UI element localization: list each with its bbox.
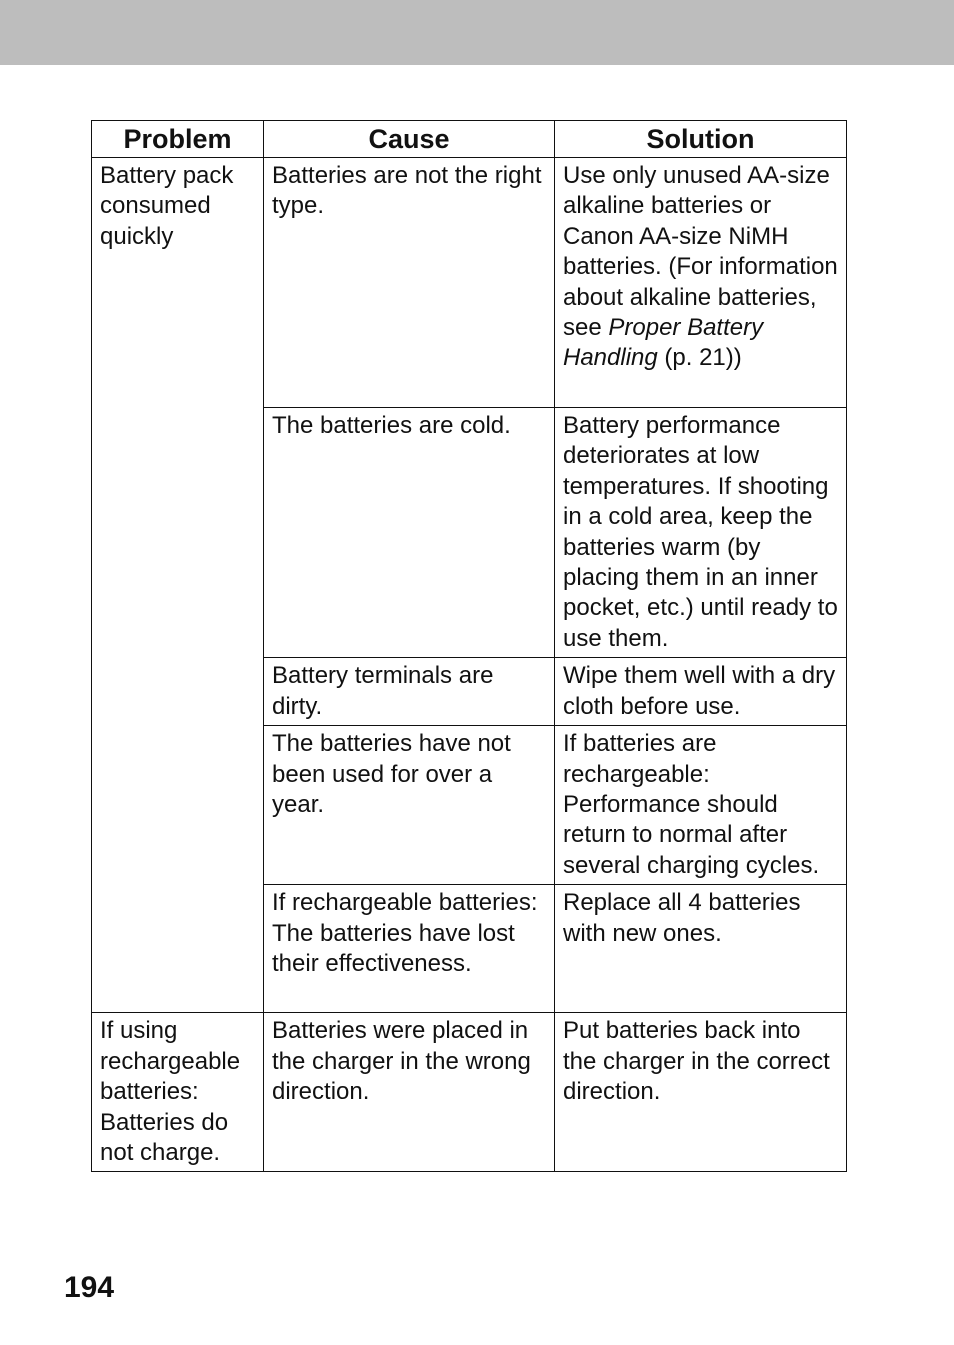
header-band (0, 0, 954, 65)
solution-text: Use only unused AA-size alkaline batteries or Canon AA-size NiMH batteries. (For information about alkaline batteries, see (563, 162, 838, 342)
table-row (92, 1013, 847, 1172)
reference-title: Proper Battery Handling (563, 314, 764, 372)
table-header-row (92, 121, 847, 158)
problem-cell: Battery pack consumed quickly (92, 158, 264, 1013)
column-header-cause: Cause (264, 121, 555, 158)
solution-cell: If batteries are rechargeable: Performance should return to normal after several charging cycles. (555, 726, 847, 885)
solution-cell: Put batteries back into the charger in the correct direction. (555, 1013, 847, 1172)
cause-cell: If rechargeable batteries: The batteries have lost their effectiveness. (264, 885, 555, 1013)
solution-cell: Wipe them well with a dry cloth before use. (555, 658, 847, 726)
table-row (92, 158, 847, 408)
problem-cell: If using rechargeable batteries: Batteries do not charge. (92, 1013, 264, 1172)
cause-cell: Batteries were placed in the charger in the wrong direction. (264, 1013, 555, 1172)
solution-cell (555, 158, 847, 408)
page-number: 194 (64, 1271, 115, 1304)
column-header-solution: Solution (555, 121, 847, 158)
cause-cell: Batteries are not the right type. (264, 158, 555, 408)
solution-cell: Replace all 4 batteries with new ones. (555, 885, 847, 1013)
solution-cell: Battery performance deteriorates at low temperatures. If shooting in a cold area, keep the batteries warm (by placing them in an inner pocket, etc.) until ready to use them. (555, 408, 847, 658)
cause-cell: Battery terminals are dirty. (264, 658, 555, 726)
cause-cell: The batteries are cold. (264, 408, 555, 658)
troubleshooting-table (91, 120, 847, 1172)
cause-cell: The batteries have not been used for over a year. (264, 726, 555, 885)
column-header-problem: Problem (92, 121, 264, 158)
page-reference: (p. 21)) (657, 344, 742, 372)
